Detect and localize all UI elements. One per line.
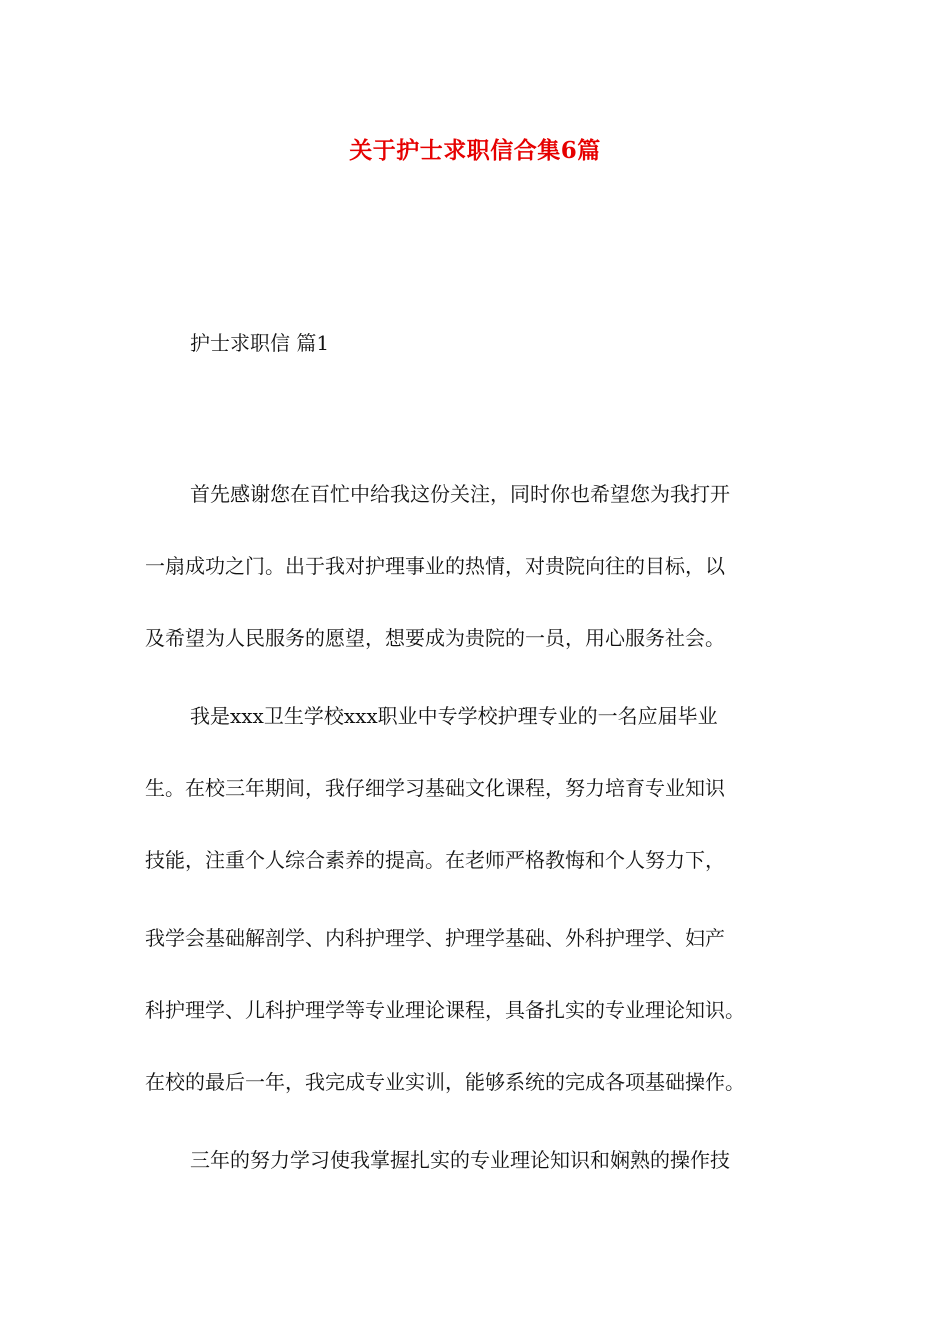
paragraph-line: 我是xxx卫生学校xxx职业中专学校护理专业的一名应届毕业 bbox=[190, 704, 718, 728]
paragraph-line: 我学会基础解剖学、内科护理学、护理学基础、外科护理学、妇产 bbox=[145, 926, 725, 950]
paragraph-line: 三年的努力学习使我掌握扎实的专业理论知识和娴熟的操作技 bbox=[190, 1148, 730, 1172]
document-title: 关于护士求职信合集6篇 bbox=[349, 137, 601, 164]
paragraph-line: 及希望为人民服务的愿望，想要成为贵院的一员，用心服务社会。 bbox=[145, 626, 725, 650]
paragraph-line: 生。在校三年期间，我仔细学习基础文化课程，努力培育专业知识 bbox=[145, 776, 725, 800]
paragraph-line: 技能，注重个人综合素养的提高。在老师严格教悔和个人努力下， bbox=[145, 848, 725, 872]
section-heading: 护士求职信 篇1 bbox=[190, 331, 330, 355]
paragraph-line: 一扇成功之门。出于我对护理事业的热情，对贵院向往的目标，以 bbox=[145, 554, 725, 578]
paragraph-line: 首先感谢您在百忙中给我这份关注，同时你也希望您为我打开 bbox=[190, 482, 730, 506]
paragraph-line: 科护理学、儿科护理学等专业理论课程，具备扎实的专业理论知识。 bbox=[145, 998, 745, 1022]
paragraph-line: 在校的最后一年，我完成专业实训，能够系统的完成各项基础操作。 bbox=[145, 1070, 745, 1094]
